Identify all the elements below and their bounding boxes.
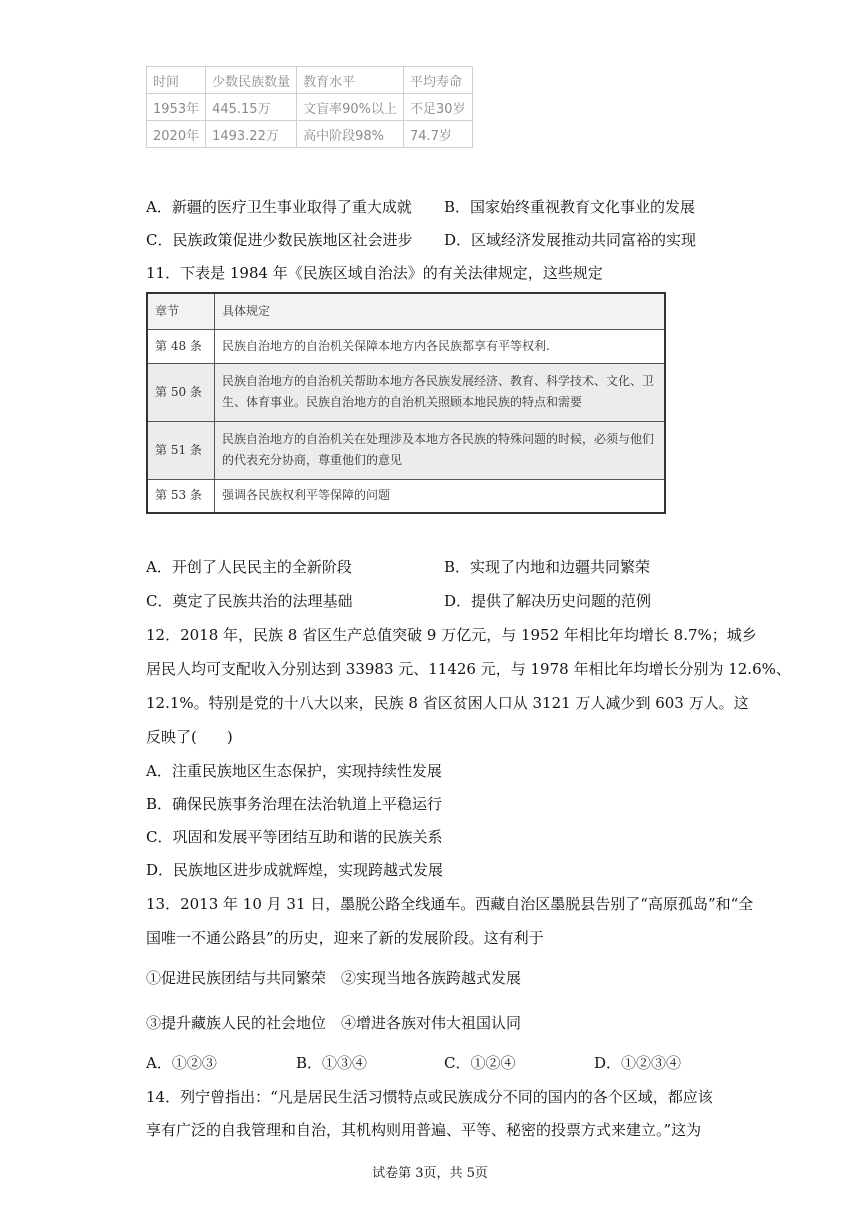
q11-stem: 11．下表是 1984 年《民族区域自治法》的有关法律规定，这些规定 — [146, 264, 603, 282]
table-row — [147, 329, 665, 363]
population-education-table — [146, 66, 473, 148]
table-row — [147, 421, 665, 479]
q10-option-b: B．国家始终重视教育文化事业的发展 — [444, 198, 696, 216]
table-cell: 不足30岁 — [404, 94, 473, 121]
q12-stem-line: 居民人均可支配收入分别达到 33983 元、11426 元，与 1978 年相比年均增长分别为 12.6%、 — [146, 660, 791, 678]
table-cell: 第 50 条 — [147, 363, 215, 421]
q13-option-a: A．①②③ — [146, 1054, 217, 1072]
table-cell: 文盲率90%以上 — [297, 94, 404, 121]
table-header-row — [147, 293, 665, 329]
q10-option-d: D．区域经济发展推动共同富裕的实现 — [444, 231, 697, 249]
q13-items-line: ③提升藏族人民的社会地位 ④增进各族对伟大祖国认同 — [146, 1014, 522, 1032]
q14-stem-line: 享有广泛的自我管理和自治，其机构则用普遍、平等、秘密的投票方式来建立。”这为 — [146, 1121, 702, 1139]
table-cell: 74.7岁 — [404, 121, 473, 148]
q10-option-a: A．新疆的医疗卫生事业取得了重大成就 — [146, 198, 412, 216]
q12-option-a: A．注重民族地区生态保护，实现持续性发展 — [146, 762, 442, 780]
page-footer: 试卷第 3页，共 5页 — [372, 1166, 488, 1181]
table-header-cell: 少数民族数量 — [206, 67, 297, 94]
q13-stem-line: 国唯一不通公路县”的历史，迎来了新的发展阶段。这有利于 — [146, 929, 544, 947]
table-header-cell: 时间 — [147, 67, 206, 94]
table-cell: 强调各民族权利平等保障的问题 — [215, 479, 666, 513]
q14-stem-line: 14．列宁曾指出：“凡是居民生活习惯特点或民族成分不同的国内的各个区域，都应该 — [146, 1088, 713, 1106]
q11-option-c: C．奠定了民族共治的法理基础 — [146, 592, 353, 610]
table-header-cell: 教育水平 — [297, 67, 404, 94]
q11-option-b: B．实现了内地和边疆共同繁荣 — [444, 558, 651, 576]
table-cell: 高中阶段98% — [297, 121, 404, 148]
table-cell: 2020年 — [147, 121, 206, 148]
q11-option-a: A．开创了人民民主的全新阶段 — [146, 558, 352, 576]
table-cell: 第 53 条 — [147, 479, 215, 513]
table-header-cell: 具体规定 — [215, 293, 666, 329]
table-cell: 第 48 条 — [147, 329, 215, 363]
q13-option-d: D．①②③④ — [594, 1054, 682, 1072]
q12-option-b: B．确保民族事务治理在法治轨道上平稳运行 — [146, 795, 443, 813]
table-cell: 1953年 — [147, 94, 206, 121]
q12-stem-line: 反映了( ) — [146, 728, 233, 746]
table-header-row — [147, 67, 473, 94]
q13-items-line: ①促进民族团结与共同繁荣 ②实现当地各族跨越式发展 — [146, 969, 522, 987]
table-row — [147, 94, 473, 121]
q13-option-c: C．①②④ — [444, 1054, 516, 1072]
table-cell: 民族自治地方的自治机关保障本地方内各民族都享有平等权利. — [215, 329, 666, 363]
q13-option-b: B．①③④ — [296, 1054, 368, 1072]
table-row — [147, 363, 665, 421]
q12-stem-line: 12.1%。特别是党的十八大以来，民族 8 省区贫困人口从 3121 万人减少到 603 万人。这 — [146, 694, 749, 712]
q13-stem-line: 13．2013 年 10 月 31 日，墨脱公路全线通车。西藏自治区墨脱县告别了“高原孤岛”和“全 — [146, 895, 754, 913]
q10-option-c: C．民族政策促进少数民族地区社会进步 — [146, 231, 413, 249]
q12-option-c: C．巩固和发展平等团结互助和谐的民族关系 — [146, 828, 443, 846]
table-cell: 1493.22万 — [206, 121, 297, 148]
autonomy-law-table — [146, 292, 666, 514]
table-cell: 第 51 条 — [147, 421, 215, 479]
table-row — [147, 479, 665, 513]
table-cell: 民族自治地方的自治机关在处理涉及本地方各民族的特殊问题的时候，必须与他们的代表充分协商，尊重他们的意见 — [215, 421, 666, 479]
table-cell: 445.15万 — [206, 94, 297, 121]
table-header-cell: 章节 — [147, 293, 215, 329]
q12-stem-line: 12．2018 年，民族 8 省区生产总值突破 9 万亿元，与 1952 年相比年均增长 8.7%；城乡 — [146, 626, 757, 644]
table-header-cell: 平均寿命 — [404, 67, 473, 94]
q12-option-d: D．民族地区进步成就辉煌，实现跨越式发展 — [146, 861, 444, 879]
q11-option-d: D．提供了解决历史问题的范例 — [444, 592, 652, 610]
table-row — [147, 121, 473, 148]
table-cell: 民族自治地方的自治机关帮助本地方各民族发展经济、教育、科学技术、文化、卫生、体育事业。民族自治地方的自治机关照顾本地民族的特点和需要 — [215, 363, 666, 421]
